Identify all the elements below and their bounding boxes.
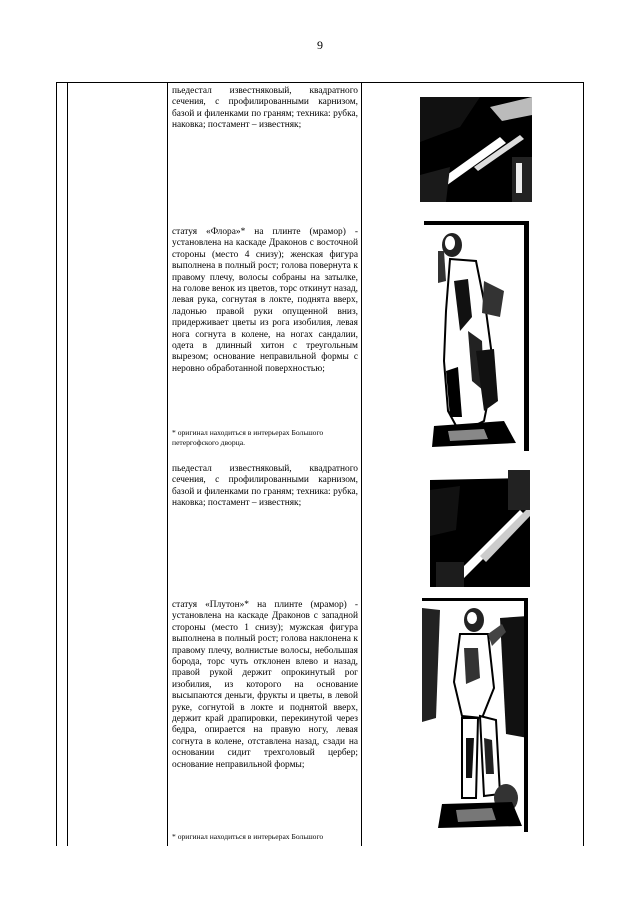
- pluton-statue-photo: [422, 598, 528, 832]
- pedestal-description: пьедестал известняковый, квадратного сечения, с профилированными карнизом, базой и филенками по граням; техника: рубка, наковка; постамент – известняк;: [172, 86, 358, 131]
- pedestal-photo: [420, 97, 532, 202]
- flora-description: статуя «Флора»* на плинте (мрамор) - установлена на каскаде Драконов с восточной стороны (место 4 снизу); женская фигура выполнена в полный рост; голова повернута к правому плечу, волосы собраны на затылке, на голове венок из цветов, торс откинут назад, левая рука, согнутая в локте, поднята вверх, ладонью правой руки опущенной вниз, придерживает цветы из рога изобилия, левая нога согнута в колене, на ногах сандалии, одета в длинный хитон с треугольным вырезом; основание неправильной формы с неровно обработанной поверхностью;: [172, 227, 358, 374]
- pedestal-photo: [430, 470, 530, 587]
- page-number: 9: [317, 38, 323, 52]
- pluton-footnote: * оригинал находиться в интерьерах Большого: [172, 832, 324, 841]
- column-divider: [167, 83, 168, 846]
- flora-footnote: * оригинал находиться в интерьерах Большого петергофского дворца.: [172, 428, 324, 447]
- pluton-description: статуя «Плутон»* на плинте (мрамор) - установлена на каскаде Драконов с западной стороны (место 1 снизу); мужская фигура выполнена в полный рост; голова наклонена к правому плечу, волнистые волосы, небольшая борода, торс чуть отклонен влево и назад, правой рукой держит опрокинутый рог изобилия, из которого на основание высыпаются деньги, фрукты и цветы, в левой руке, согнутой в локте и поднятой вверх, держит край драпировки, перекинутой через бедра, опирается на правую ногу, левая согнута в колене, отставлена назад, сзади на основании сидит трехголовый цербер; основание неправильной формы;: [172, 600, 358, 770]
- column-divider: [67, 83, 68, 846]
- pedestal-description: пьедестал известняковый, квадратного сечения, с профилированными карнизом, базой и филенками по граням; техника: рубка, наковка; постамент – известняк;: [172, 464, 358, 509]
- flora-statue-photo: [424, 221, 529, 451]
- column-divider: [361, 83, 362, 846]
